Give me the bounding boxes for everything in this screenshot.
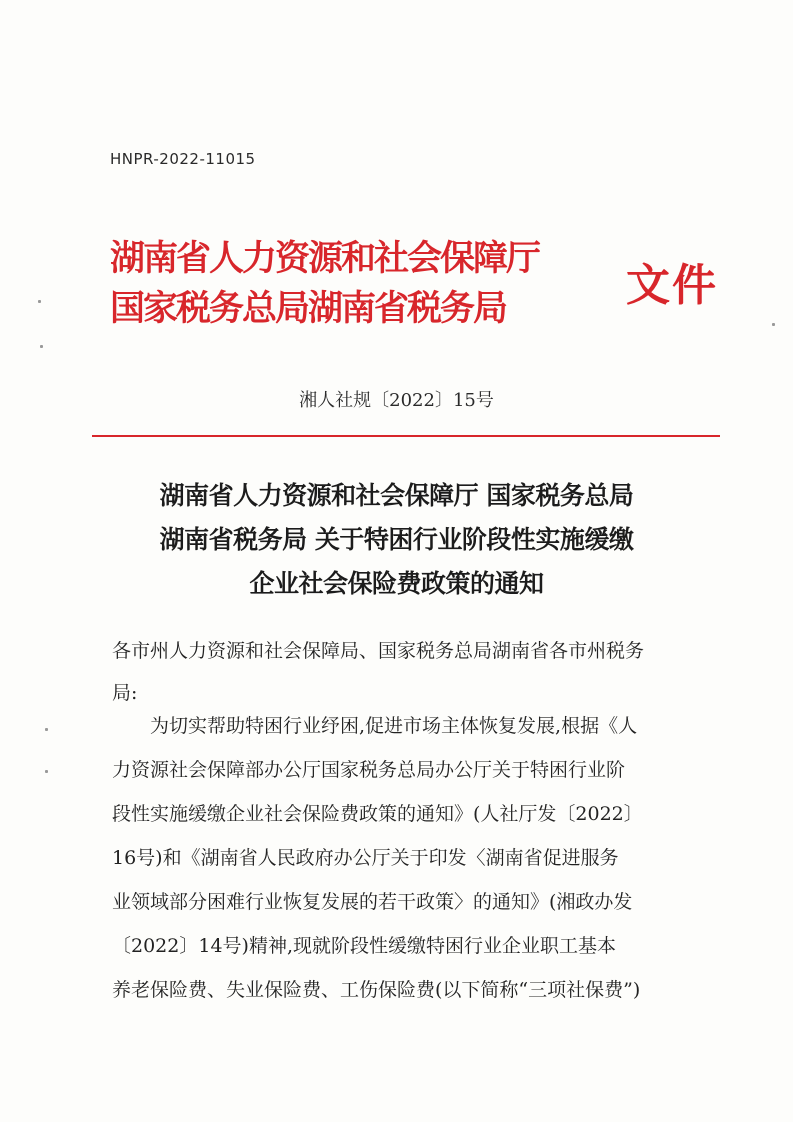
salutation [112,630,712,714]
agency-line-1: 湖南省人力资源和社会保障厅 [110,238,540,279]
body-line-6: 〔2022〕14号)精神,现就阶段性缓缴特困行业企业职工基本 [112,935,616,957]
issuing-agencies [110,234,610,334]
body-line-4: 16号)和《湖南省人民政府办公厅关于印发〈湖南省促进服务 [112,847,619,869]
document-code: HNPR-2022-11015 [110,150,256,168]
document-type: 文件 [626,260,718,311]
scan-mark [45,728,48,731]
scan-mark [45,770,48,773]
title-line-1: 湖南省人力资源和社会保障厅 国家税务总局 [159,481,634,510]
document-title [60,474,733,606]
salutation-line-1: 各市州人力资源和社会保障局、国家税务总局湖南省各市州税务 [112,640,645,662]
body-line-5: 业领域部分困难行业恢复发展的若干政策〉的通知》(湘政办发 [112,891,633,913]
salutation-line-2: 局: [112,682,138,704]
scan-mark [40,345,43,348]
document-number: 湘人社规〔2022〕15号 [299,390,494,411]
body-line-7: 养老保险费、失业保险费、工伤保险费(以下简称“三项社保费”) [112,979,641,1001]
agency-line-2: 国家税务总局湖南省税务局 [110,288,507,329]
body-paragraph [112,704,712,1012]
title-line-3: 企业社会保险费政策的通知 [249,569,544,598]
document-header [110,234,730,344]
body-line-3: 段性实施缓缴企业社会保险费政策的通知》(人社厅发〔2022〕 [112,803,643,825]
scan-mark [38,300,41,303]
scan-mark [772,323,775,326]
body-line-1: 为切实帮助特困行业纾困,促进市场主体恢复发展,根据《人 [150,715,638,737]
body-line-2: 力资源社会保障部办公厅国家税务总局办公厅关于特困行业阶 [112,759,626,781]
red-divider [92,435,720,437]
title-line-2: 湖南省税务局 关于特困行业阶段性实施缓缴 [159,525,634,554]
